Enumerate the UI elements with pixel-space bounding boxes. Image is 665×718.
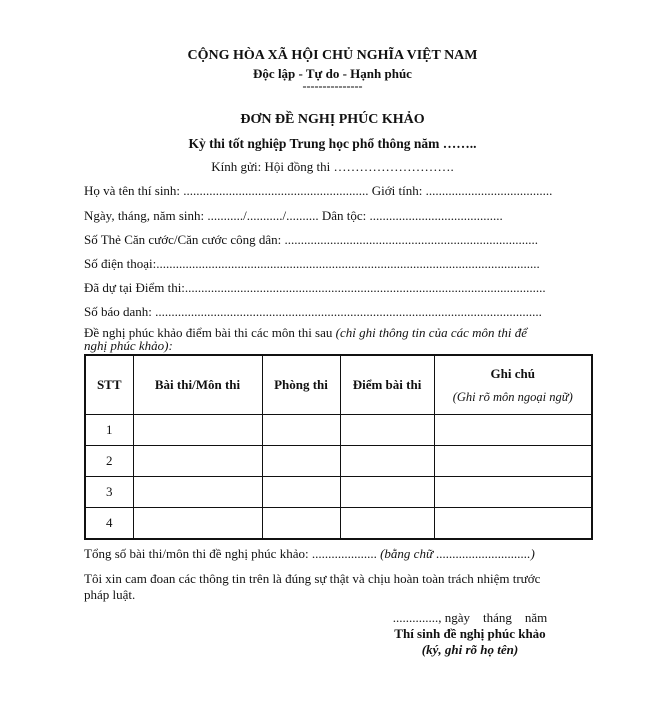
room-cell[interactable] [262, 477, 340, 508]
form-title: ĐƠN ĐỀ NGHỊ PHÚC KHẢO [240, 112, 425, 127]
field-exam-site: Đã dự tại Điểm thi:............................................................................................................... [84, 280, 546, 295]
subject-cell[interactable] [133, 446, 262, 477]
score-cell[interactable] [340, 415, 434, 446]
table-row [85, 446, 592, 477]
note-cell[interactable] [434, 415, 592, 446]
subject-cell[interactable] [133, 415, 262, 446]
room-cell[interactable] [262, 415, 340, 446]
row-stt: 4 [85, 508, 133, 540]
national-title: CỘNG HÒA XÃ HỘI CHỦ NGHĨA VIỆT NAM [187, 48, 478, 63]
table-header-row [85, 355, 592, 415]
header-stt: STT [85, 355, 133, 415]
request-text: Đề nghị phúc khảo điểm bài thi các môn thi sau [84, 325, 333, 340]
header-note-sub: (Ghi rõ môn ngoại ngữ) [452, 389, 573, 404]
subjects-table [84, 354, 593, 540]
note-cell[interactable] [434, 508, 592, 540]
table-row [85, 477, 592, 508]
national-motto: Độc lập - Tự do - Hạnh phúc [253, 66, 412, 81]
total-line [84, 546, 535, 562]
addressee-line: Kính gửi: Hội đồng thi ………………………. [211, 159, 454, 174]
signature-role: Thí sinh đề nghị phúc khảo [394, 626, 546, 641]
field-candidate-number: Số báo danh: ....................................................................................................................... [84, 304, 542, 319]
score-cell[interactable] [340, 446, 434, 477]
commitment-line-2: pháp luật. [84, 587, 136, 602]
room-cell[interactable] [262, 446, 340, 477]
row-stt: 1 [85, 415, 133, 446]
motto-divider: --------------- [302, 79, 363, 93]
request-note: (chỉ ghi thông tin của các môn thi để [335, 325, 527, 340]
total-in-words: (bằng chữ .............................) [380, 546, 535, 561]
score-cell[interactable] [340, 477, 434, 508]
header-note-title: Ghi chú [490, 365, 535, 381]
total-text: Tổng số bài thi/môn thi đề nghị phúc khảo: .................... [84, 546, 377, 561]
table-row [85, 415, 592, 446]
field-dob-ethnicity: Ngày, tháng, năm sinh: .........../.........../.......... Dân tộc: ......................................... [84, 208, 503, 223]
header-subject: Bài thi/Môn thi [133, 355, 262, 415]
signature-instruction: (ký, ghi rõ họ tên) [421, 642, 519, 657]
field-fullname-gender: Họ và tên thí sinh: ......................................................... Giới tính: ....................................... [84, 183, 553, 198]
row-stt: 2 [85, 446, 133, 477]
field-phone: Số điện thoại:...................................................................................................................... [84, 256, 540, 271]
subject-cell[interactable] [133, 477, 262, 508]
subject-cell[interactable] [133, 508, 262, 540]
form-subtitle: Kỳ thi tốt nghiệp Trung học phổ thông năm …….. [188, 136, 477, 151]
room-cell[interactable] [262, 508, 340, 540]
request-note-continued: nghị phúc khảo): [84, 338, 173, 353]
header-room: Phòng thi [262, 355, 340, 415]
table-row [85, 508, 592, 540]
score-cell[interactable] [340, 508, 434, 540]
note-cell[interactable] [434, 446, 592, 477]
commitment-line-1: Tôi xin cam đoan các thông tin trên là đúng sự thật và chịu hoàn toàn trách nhiệm trước [84, 571, 541, 586]
row-stt: 3 [85, 477, 133, 508]
signature-date: .............., ngày tháng năm [392, 610, 548, 625]
field-id-card: Số Thẻ Căn cước/Căn cước công dân: .............................................................................. [84, 232, 539, 247]
header-note [434, 355, 592, 415]
header-score: Điểm bài thi [340, 355, 434, 415]
note-cell[interactable] [434, 477, 592, 508]
